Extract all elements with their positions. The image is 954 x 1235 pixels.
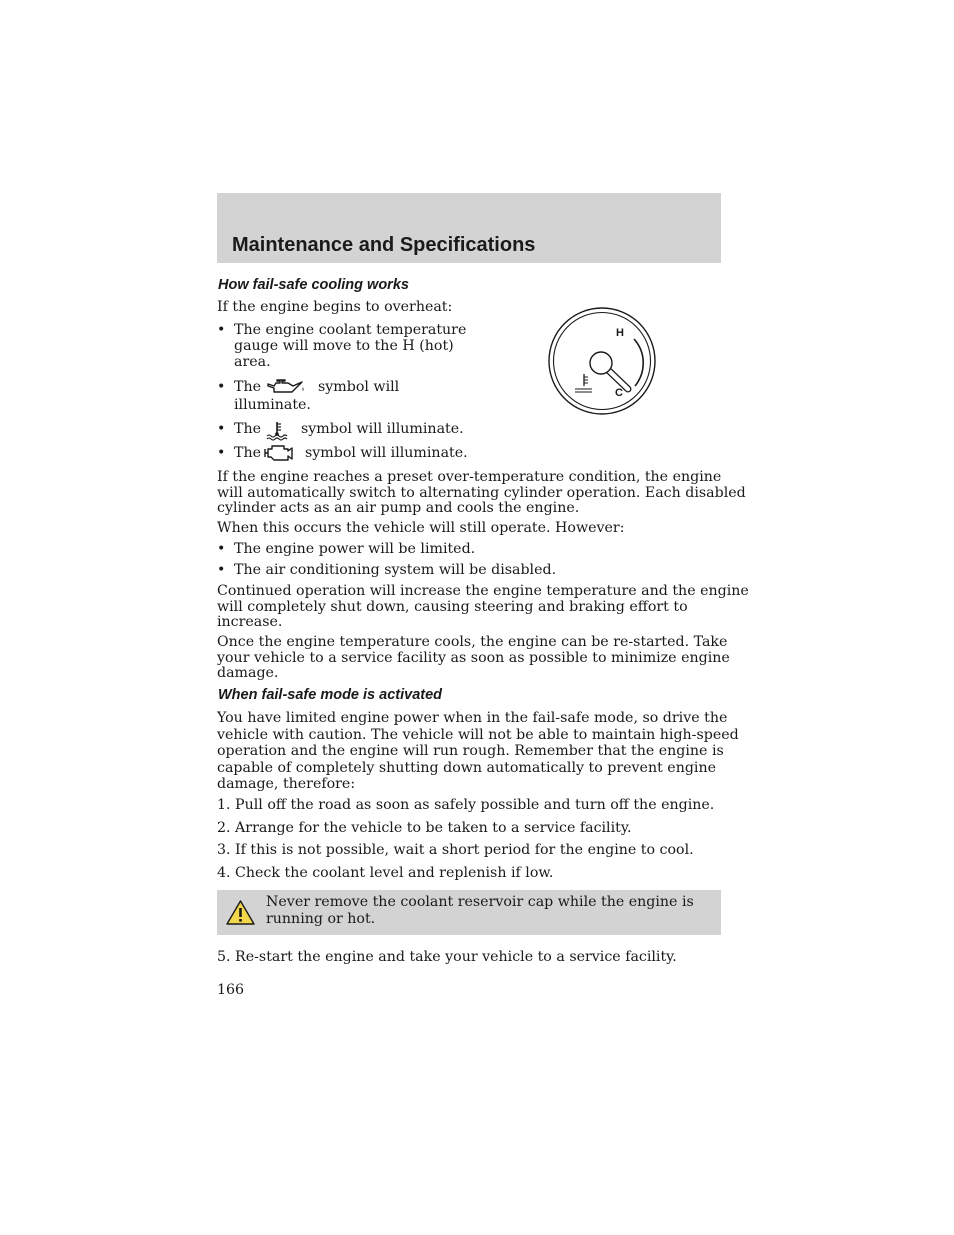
bullet-ac-disabled: The air conditioning system will be disabled.	[234, 562, 557, 578]
paragraph-line: Once the engine temperature cools, the engine can be re-started. Take	[217, 634, 728, 650]
check-engine-icon	[262, 443, 296, 463]
paragraph-continued-operation	[217, 583, 749, 631]
paragraph-line: vehicle with caution. The vehicle will not be able to maintain high-speed	[217, 726, 739, 743]
subheading-fail-safe-cooling: How fail-safe cooling works	[218, 277, 409, 293]
paragraph-line: You have limited engine power when in the fail-safe mode, so drive the	[217, 710, 728, 726]
oil-pressure-icon	[266, 378, 308, 396]
bullet-power-limited: The engine power will be limited.	[234, 541, 476, 557]
section-title: Maintenance and Specifications	[232, 234, 536, 256]
bullet-oil-pre: The	[234, 379, 261, 395]
bullet-dot: •	[217, 322, 226, 338]
bullet-line: The engine coolant temperature	[234, 322, 467, 338]
paragraph-line: cylinder acts as an air pump and cools the engine.	[217, 500, 580, 516]
bullet-line: gauge will move to the H (hot)	[234, 338, 454, 354]
step-5: 5. Re-start the engine and take your vehicle to a service facility.	[217, 949, 677, 965]
paragraph-line: your vehicle to a service facility as soon as possible to minimize engine	[217, 649, 730, 666]
section-header-band	[217, 193, 721, 263]
paragraph-line: increase.	[217, 614, 283, 630]
paragraph-line: damage.	[217, 665, 279, 681]
bullet-engine-pre: The	[234, 445, 261, 461]
paragraph-over-temperature	[217, 469, 746, 517]
paragraph-line: operation and the engine will run rough. Remember that the engine is	[217, 743, 724, 759]
paragraph-engine-cools	[217, 634, 730, 682]
bullet-dot: •	[217, 421, 226, 437]
bullet-oil-line2: illuminate.	[234, 397, 311, 413]
step-3: 3. If this is not possible, wait a short period for the engine to cool.	[217, 842, 694, 858]
paragraph-line: If the engine reaches a preset over-temperature condition, the engine	[217, 469, 722, 485]
step-4: 4. Check the coolant level and replenish if low.	[217, 865, 554, 881]
coolant-temperature-icon	[265, 421, 291, 441]
bullet-dot: •	[217, 445, 226, 461]
warning-text	[266, 894, 694, 928]
bullet-gauge-text	[234, 322, 466, 370]
bullet-dot: •	[217, 541, 226, 557]
bullet-dot: •	[217, 379, 226, 395]
bullet-dot: •	[217, 562, 226, 578]
warning-line: Never remove the coolant reservoir cap while the engine is	[266, 894, 694, 910]
warning-box	[217, 890, 721, 935]
gauge-hot-label: H	[616, 327, 624, 339]
gauge-cold-label: C	[615, 387, 623, 399]
bullet-line: area.	[234, 354, 271, 370]
bullet-coolant-post: symbol will illuminate.	[301, 421, 464, 437]
subheading-fail-safe-activated: When fail-safe mode is activated	[218, 687, 443, 703]
paragraph-line: capable of completely shutting down automatically to prevent engine	[217, 759, 716, 776]
bullet-oil-post: symbol will	[318, 379, 400, 395]
paragraph-line: Continued operation will increase the engine temperature and the engine	[217, 583, 749, 599]
bullet-engine-post: symbol will illuminate.	[305, 445, 468, 461]
page-number: 166	[217, 982, 245, 998]
warning-triangle-icon	[225, 899, 256, 926]
step-2: 2. Arrange for the vehicle to be taken to a service facility.	[217, 820, 632, 836]
bullet-coolant-pre: The	[234, 421, 261, 437]
warning-line: running or hot.	[266, 911, 376, 927]
paragraph-line: will completely shut down, causing steering and braking effort to	[217, 598, 688, 615]
step-1: 1. Pull off the road as soon as safely possible and turn off the engine.	[217, 797, 715, 813]
paragraph-line: will automatically switch to alternating cylinder operation. Each disabled	[217, 484, 746, 501]
paragraph-still-operate: When this occurs the vehicle will still operate. However:	[217, 520, 625, 536]
paragraph-limited-power	[217, 710, 739, 793]
intro-text: If the engine begins to overheat:	[217, 299, 453, 315]
temperature-gauge-illustration	[546, 306, 658, 418]
paragraph-line: damage, therefore:	[217, 776, 356, 792]
